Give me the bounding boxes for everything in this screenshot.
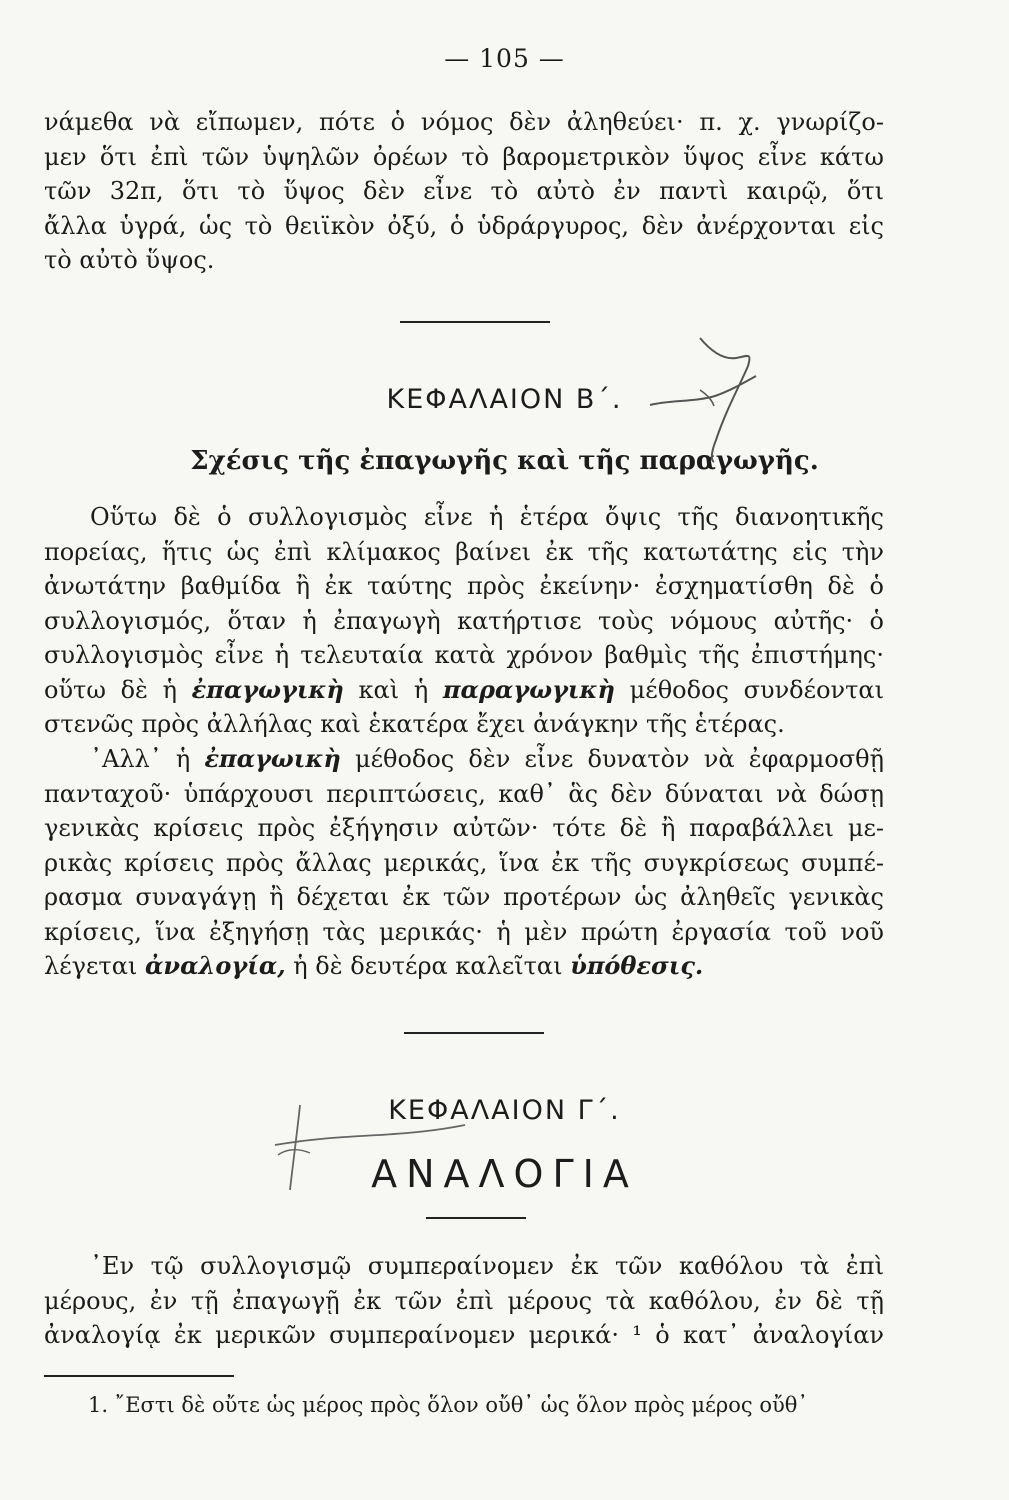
text-line: πορείας, ἥτις ὡς ἐπὶ κλίμακος βαίνει ἐκ τῆς κατωτάτης εἰς τὴν <box>44 537 884 566</box>
paragraph-c1 <box>44 1249 884 1353</box>
emphasis-term: ἐπαγωικὴ <box>204 744 341 773</box>
paragraph-b1 <box>44 500 884 742</box>
chapter-c-title: ΑΝΑΛΟΓΙΑ <box>371 1152 638 1196</box>
text-line: νάμεθα νὰ εἴπωμεν, πότε ὁ νόμος δὲν ἀληθεύει· π. χ. γνωρίζο- <box>44 108 884 136</box>
emphasis-term: ἐπαγωγικὴ <box>191 674 344 704</box>
page-number: — 105 — <box>444 44 565 73</box>
paragraph-b2 <box>44 742 884 984</box>
text-run: ᾿Αλλ᾿ ἡ <box>90 745 205 773</box>
text-line <box>44 742 884 777</box>
section-divider <box>404 1032 544 1034</box>
text-line: συλλογισμός, ὅταν ἡ ἐπαγωγὴ κατήρτισε τοὺς νόμους αὐτῆς· ὁ <box>44 606 884 635</box>
chapter-c-heading: ΚΕΦΑΛΑΙΟΝ Γ΄. <box>388 1095 621 1126</box>
emphasis-term: ἀναλογία, <box>144 951 286 980</box>
text-run: οὕτω δὲ ἡ <box>44 675 192 704</box>
text-line: ᾿Εν τῷ συλλογισμῷ συμπεραίνομεν ἐκ τῶν καθόλου τὰ ἐπὶ <box>90 1252 884 1280</box>
section-divider <box>400 321 550 323</box>
chapter-b-heading: ΚΕΦΑΛΑΙΟΝ Β΄. <box>386 384 623 415</box>
footnote-divider <box>44 1375 234 1377</box>
emphasis-term: ὑπόθεσις. <box>570 951 704 980</box>
text-line: μέρους, ἐν τῇ ἐπαγωγῇ ἐκ τῶν ἐπὶ μέρους τὰ καθόλου, ἐν δὲ τῇ <box>44 1286 884 1315</box>
text-line <box>44 949 884 984</box>
text-line: στενῶς πρὸς ἀλλήλας καὶ ἑκατέρα ἔχει ἀνάγκην τῆς ἑτέρας. <box>44 710 785 738</box>
text-run: λέγεται <box>44 952 145 980</box>
text-line: τῶν 32π, ὅτι τὸ ὕψος δὲν εἶνε τὸ αὐτὸ ἐν παντὶ καιρῷ, ὅτι <box>44 177 884 205</box>
text-line: τὸ αὐτὸ ὕψος. <box>44 246 215 274</box>
text-line: συλλογισμὸς εἶνε ἡ τελευταία κατὰ χρόνον βαθμὶς τῆς ἐπιστήμης· <box>44 641 884 669</box>
footnote: 1. ῎Εστι δὲ οὔτε ὡς μέρος πρὸς ὅλον οὔθ᾿ ὡς ὅλον πρὸς μέρος οὔθ᾿ <box>88 1393 808 1417</box>
emphasis-term: παραγωγικὴ <box>442 674 615 704</box>
text-line: πανταχοῦ· ὑπάρχουσι περιπτώσεις, καθ᾿ ἃς δὲν δύναται νὰ δώσῃ <box>44 779 884 808</box>
text-line: ρασμα συναγάγῃ ἢ δέχεται ἐκ τῶν προτέρων ὡς ἀληθεῖς γενικὰς <box>44 883 884 911</box>
text-run: μέθοδος συνδέονται <box>614 675 884 704</box>
text-line <box>44 673 884 708</box>
text-run: ἡ δὲ δευτέρα καλεῖται <box>285 952 571 980</box>
intro-paragraph <box>44 105 884 278</box>
text-line: ρικὰς κρίσεις πρὸς ἄλλας μερικάς, ἵνα ἐκ τῆς συγκρίσεως συμπέ- <box>44 848 884 877</box>
text-line: ἀνωτάτην βαθμίδα ἢ ἐκ ταύτης πρὸς ἐκείνην· ἐσχηματίσθη δὲ ὁ <box>44 572 884 600</box>
text-line: ἀναλογίᾳ ἐκ μερικῶν συμπεραίνομεν μερικά· ¹ ὁ κατ᾿ ἀναλογίαν <box>44 1321 884 1349</box>
chapter-b-title: Σχέσις τῆς ἐπαγωγῆς καὶ τῆς παραγωγῆς. <box>190 446 819 476</box>
text-line: κρίσεις, ἵνα ἐξηγήσῃ τὰς μερικάς· ἡ μὲν πρώτη ἐργασία τοῦ νοῦ <box>44 917 884 946</box>
section-divider <box>426 1217 526 1219</box>
text-line: γενικὰς κρίσεις πρὸς ἐξήγησιν αὐτῶν· τότε δὲ ἢ παραβάλλει με- <box>44 814 884 842</box>
text-run: καὶ ἡ <box>343 675 443 704</box>
text-line: Οὕτω δὲ ὁ συλλογισμὸς εἶνε ἡ ἑτέρα ὄψις τῆς διανοητικῆς <box>90 503 884 531</box>
text-line: ἄλλα ὑγρά, ὡς τὸ θειϊκὸν ὀξύ, ὁ ὑδράργυρος, δὲν ἀνέρχονται εἰς <box>44 211 884 240</box>
text-line: μεν ὅτι ἐπὶ τῶν ὑψηλῶν ὀρέων τὸ βαρομετρικὸν ὕψος εἶνε κάτω <box>44 142 884 171</box>
text-run: μέθοδος δὲν εἶνε δυνατὸν νὰ ἐφαρμοσθῇ <box>340 745 884 773</box>
